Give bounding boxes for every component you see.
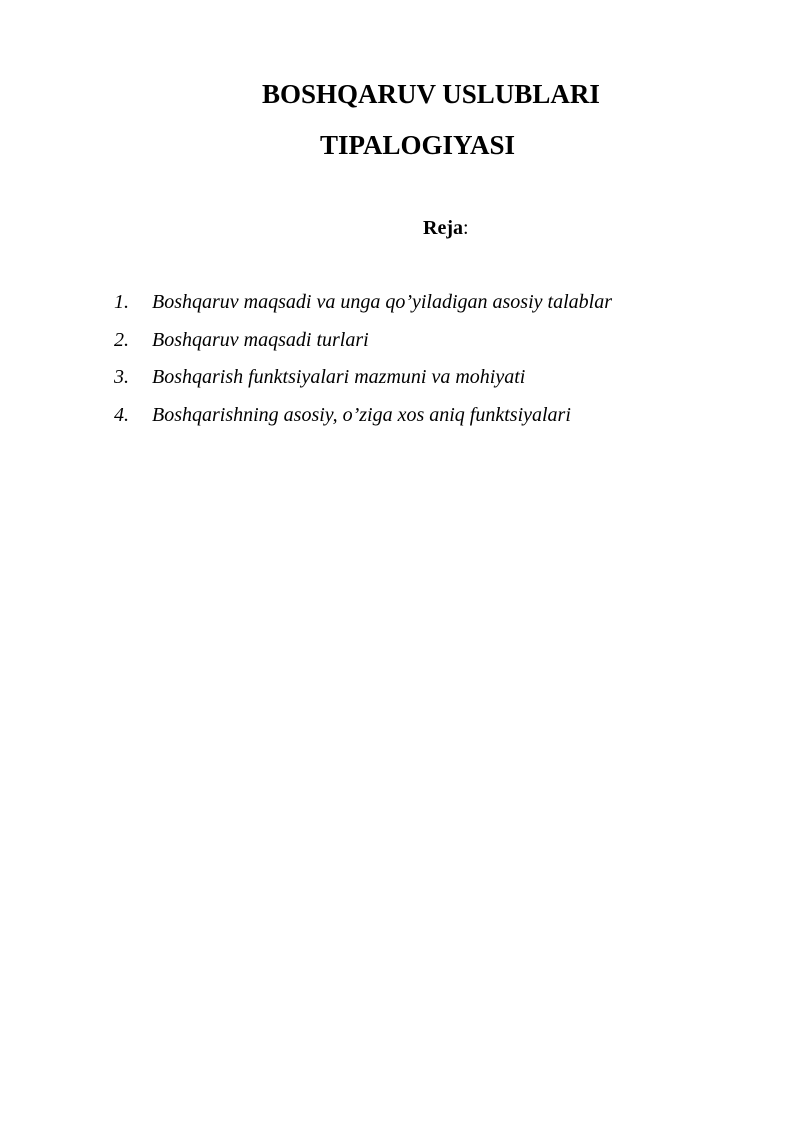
plan-item-2 (114, 326, 612, 364)
plan-item-text: Boshqaruv maqsadi turlari (152, 328, 369, 351)
plan-item-1 (114, 288, 612, 326)
plan-list (114, 288, 612, 438)
plan-item-4 (114, 401, 612, 439)
plan-colon: : (462, 217, 469, 239)
plan-heading (423, 215, 469, 241)
plan-item-3 (114, 363, 612, 401)
document-title-line-1: BOSHQARUV USLUBLARI (262, 79, 600, 109)
document-title-line-2: TIPALOGIYASI (320, 130, 516, 160)
plan-item-text: Boshqarishning asosiy, o’ziga xos aniq funktsiyalari (152, 403, 571, 426)
plan-label: Reja (423, 217, 463, 239)
plan-item-number: 2. (114, 328, 129, 351)
plan-item-number: 4. (114, 403, 129, 426)
plan-item-text: Boshqaruv maqsadi va unga qo’yiladigan asosiy talablar (152, 291, 612, 313)
plan-item-number: 1. (114, 291, 129, 313)
plan-item-text: Boshqarish funktsiyalari mazmuni va mohiyati (152, 366, 526, 388)
plan-item-number: 3. (114, 366, 129, 388)
